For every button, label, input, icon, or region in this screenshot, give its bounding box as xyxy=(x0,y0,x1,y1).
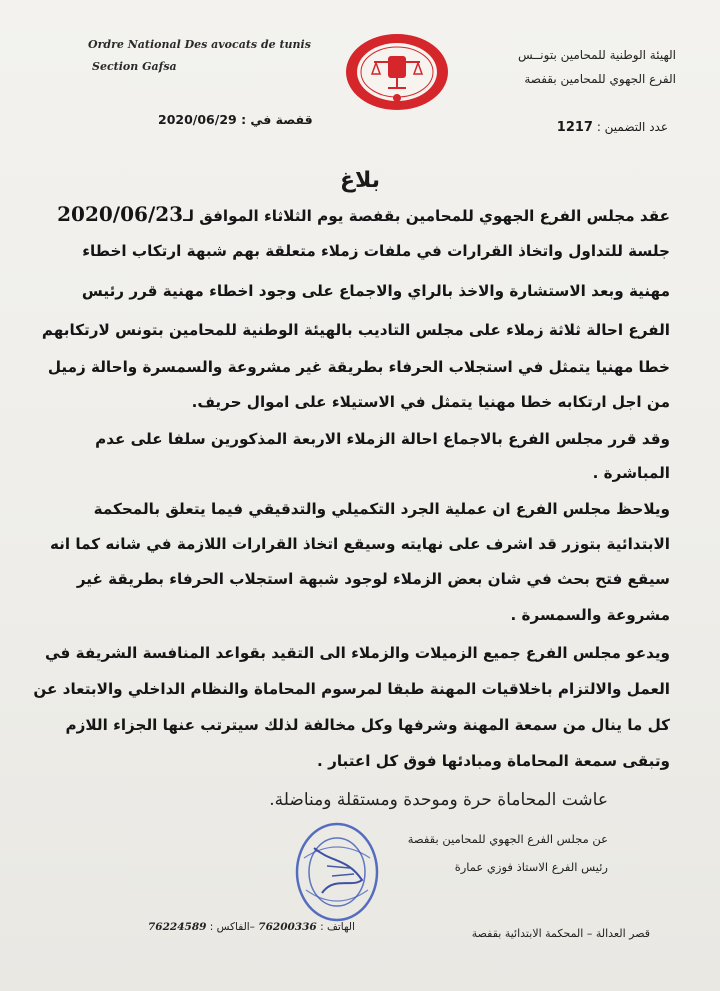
body-line-11: سيقع فتح بحث في شان بعض الزملاء لوجود شبهة استجلاب الحرفاء بطريقة غير xyxy=(76,570,670,588)
document-date xyxy=(158,112,313,127)
reference-number xyxy=(557,120,668,135)
body-line-14: العمل والالتزام باخلاقيات المهنة طبقا لمرسوم المحاماة والنظام الداخلي والابتعاد عن xyxy=(33,680,670,698)
signature-line-2: رئيس الفرع الاستاذ فوزي عمارة xyxy=(454,860,608,874)
phone-label: الهاتف : xyxy=(320,921,355,933)
body-line-8: المباشرة . xyxy=(592,464,670,482)
ref-label: عدد التضمين : xyxy=(596,120,668,134)
footer-address: قصر العدالة – المحكمة الابتدائية بقفصة xyxy=(471,927,650,940)
body-line-3: مهنية وبعد الاستشارة والاخذ بالراي والاجماع على وجود اخطاء مهنية قرر رئيس xyxy=(81,282,670,300)
official-stamp-icon xyxy=(292,818,382,926)
body-line-1 xyxy=(57,202,670,226)
ref-value: 1217 xyxy=(556,120,593,135)
title-text: بلاغ xyxy=(340,168,380,193)
date-value: 2020/06/29 xyxy=(158,112,237,127)
body-line-1-date: 2020/06/23 xyxy=(57,202,184,226)
body-line-5: خطا مهنيا يتمثل في استجلاب الحرفاء بطريقة غير مشروعة والسمسرة واحالة زميل xyxy=(47,358,670,376)
date-label: قفصة في : xyxy=(241,112,313,127)
body-line-1-text: عقد مجلس الفرع الجهوي للمحامين بقفصة يوم الثلاثاء الموافق لـ xyxy=(183,207,670,225)
body-line-12: مشروعة والسمسرة . xyxy=(510,606,670,624)
body-line-7: وقد قرر مجلس الفرع بالاجماع احالة الزملاء الاربعة المذكورين سلفا على عدم xyxy=(95,430,670,448)
fax-label: –الفاكس : xyxy=(209,921,255,933)
body-line-6: من اجل ارتكابه خطا مهنيا يتمثل في الاستيلاء على اموال حريف. xyxy=(191,393,670,411)
fax-number: 76224589 xyxy=(148,921,207,933)
footer-contacts xyxy=(148,921,355,933)
body-line-4: الفرع احالة ثلاثة زملاء على مجلس التاديب بالهيئة الوطنية للمحامين بتونس لارتكابهم xyxy=(41,321,670,339)
header-ar-line2: الفرع الجهوي للمحامين بقفصة xyxy=(524,72,676,86)
body-line-16: وتبقى سمعة المحاماة ومبادئها فوق كل اعتبار . xyxy=(317,752,670,770)
body-line-10: الابتدائية بتوزر قد اشرف على نهايته وسيقع اتخاذ القرارات اللازمة في شانه كما انه xyxy=(49,535,670,553)
document-title xyxy=(0,168,720,193)
body-line-2: جلسة للتداول واتخاذ القرارات في ملفات زملاء متعلقة بهم شبهة ارتكاب اخطاء xyxy=(82,242,670,260)
signature-line-1: عن مجلس الفرع الجهوي للمحامين بقفصة xyxy=(407,832,608,846)
body-line-13: ويدعو مجلس الفرع جميع الزميلات والزملاء الى التقيد بقواعد المنافسة الشريفة في xyxy=(45,644,670,662)
body-line-15: كل ما ينال من سمعة المهنة وشرفها وكل مخالفة لذلك سيترتب عنها الجزاء اللازم xyxy=(65,716,670,734)
header-fr-line2: Section Gafsa xyxy=(92,60,177,73)
closing-slogan: عاشت المحاماة حرة وموحدة ومستقلة ومناضلة. xyxy=(269,790,608,810)
bar-association-logo xyxy=(344,32,450,112)
header-fr-line1: Ordre National Des avocats de tunis xyxy=(88,38,311,51)
phone-number: 76200336 xyxy=(258,921,317,933)
body-line-9: ويلاحظ مجلس الفرع ان عملية الجرد التكميلي والتدقيقي فيما يتعلق بالمحكمة xyxy=(93,500,670,518)
header-ar-line1: الهيئة الوطنية للمحامين بتونــس xyxy=(517,48,676,62)
